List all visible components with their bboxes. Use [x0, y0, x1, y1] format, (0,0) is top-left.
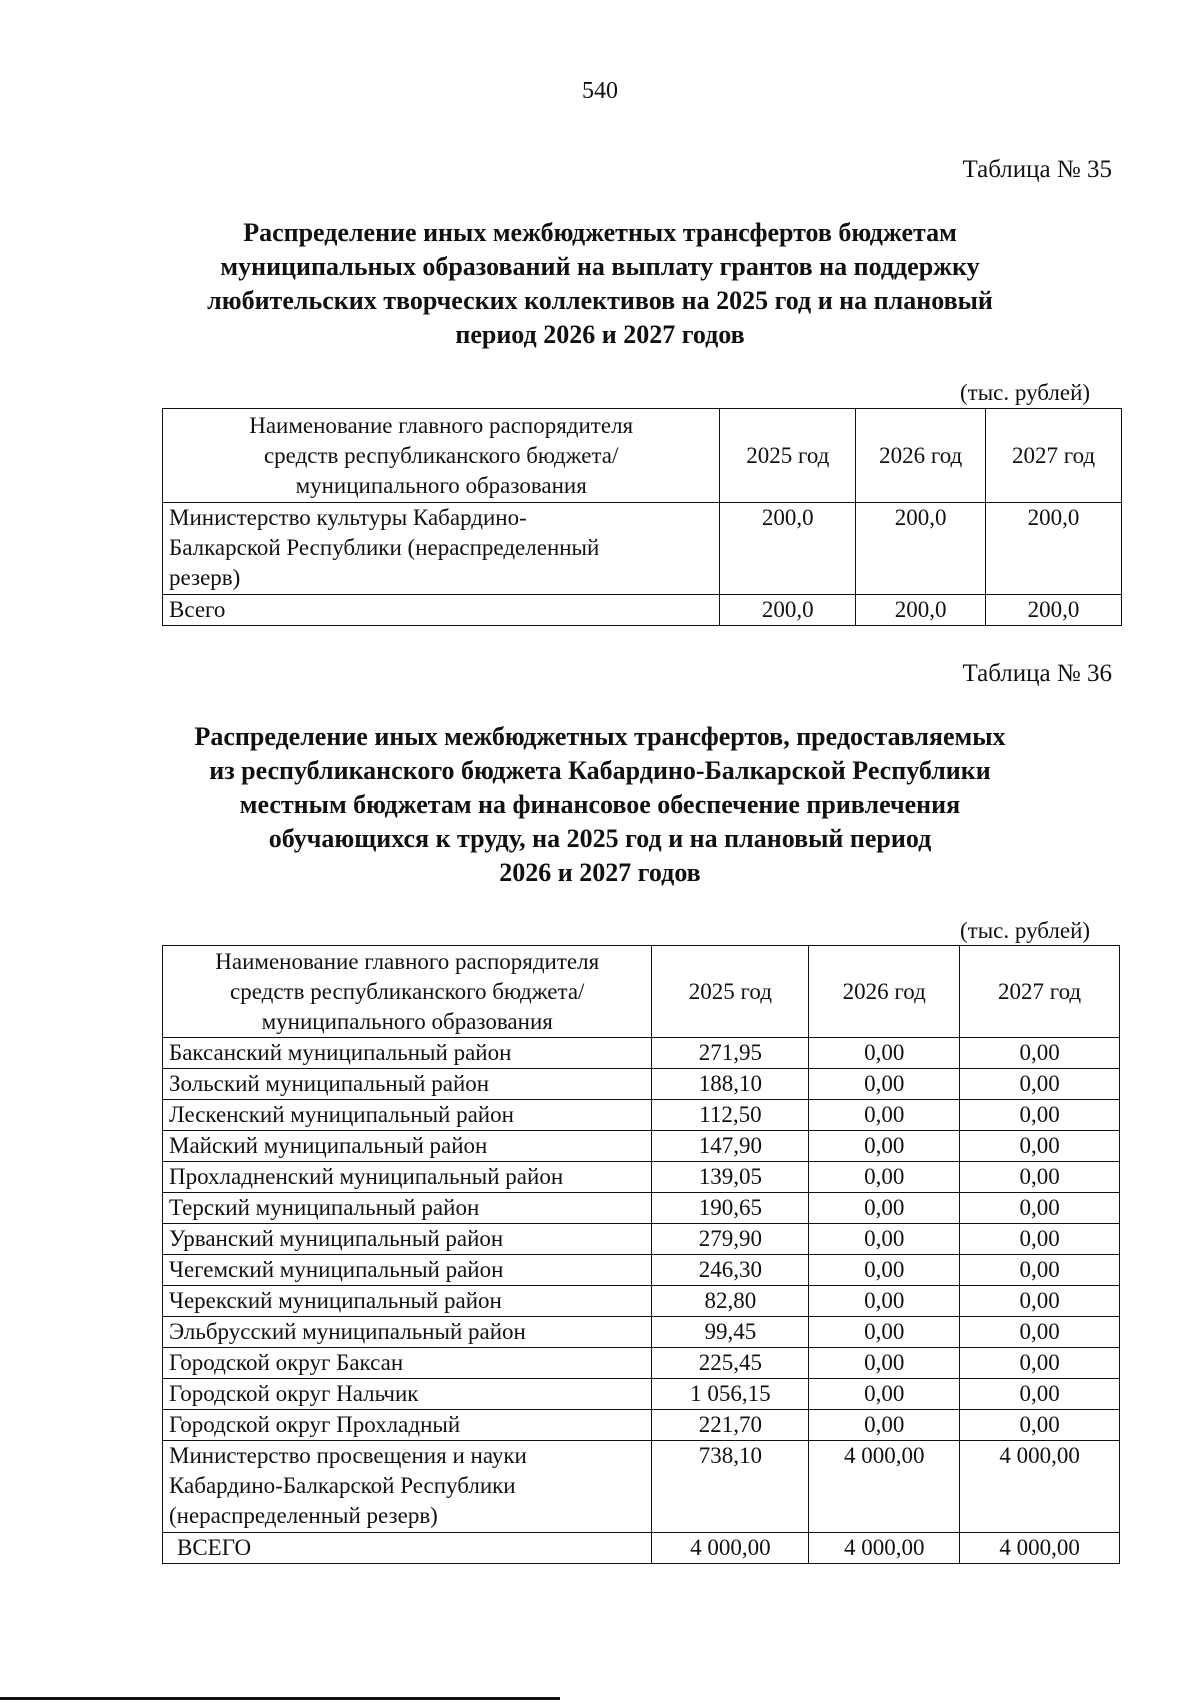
- value-2027: 200,0: [986, 503, 1122, 595]
- row-name: Городской округ Нальчик: [163, 1379, 652, 1410]
- title-line: обучающихся к труду, на 2025 год и на плановый период: [268, 824, 932, 853]
- value-2026: 0,00: [809, 1038, 960, 1069]
- table-row: [163, 1038, 1120, 1069]
- value-2025: 188,10: [652, 1069, 809, 1100]
- table-row: [163, 1286, 1120, 1317]
- row-name: Прохладненский муниципальный район: [163, 1162, 652, 1193]
- value-2025: 221,70: [652, 1410, 809, 1441]
- header-text: муниципального образования: [295, 472, 587, 498]
- table-35-title: [140, 216, 1060, 352]
- table-row: [163, 1348, 1120, 1379]
- total-row: [163, 1533, 1120, 1564]
- title-line: 2026 и 2027 годов: [499, 858, 701, 887]
- value-2025: 112,50: [652, 1100, 809, 1131]
- row-name-text: Балкарской Республики (нераспределенный: [169, 535, 600, 560]
- value-2026: 0,00: [809, 1286, 960, 1317]
- value-2026: 0,00: [809, 1100, 960, 1131]
- value-2027: 0,00: [960, 1317, 1120, 1348]
- value-2027: 0,00: [960, 1379, 1120, 1410]
- value-2025: 200,0: [720, 503, 856, 595]
- header-2025: 2025 год: [720, 409, 856, 503]
- header-text: средств республиканского бюджета/: [230, 978, 585, 1004]
- value-2027: 0,00: [960, 1224, 1120, 1255]
- row-name: Баксанский муниципальный район: [163, 1038, 652, 1069]
- row-name: Зольский муниципальный район: [163, 1069, 652, 1100]
- row-name: Городской округ Прохладный: [163, 1410, 652, 1441]
- table-row: [163, 1379, 1120, 1410]
- value-2025: 271,95: [652, 1038, 809, 1069]
- value-2025: 1 056,15: [652, 1379, 809, 1410]
- table-36-title: [140, 720, 1060, 890]
- header-name-cell: [163, 409, 720, 503]
- title-line: из республиканского бюджета Кабардино-Балкарской Республики: [209, 756, 991, 785]
- total-2025: 200,0: [720, 595, 856, 626]
- value-2025: 246,30: [652, 1255, 809, 1286]
- title-line: Распределение иных межбюджетных трансфертов, предоставляемых: [194, 722, 1006, 751]
- header-2025: 2025 год: [652, 946, 809, 1038]
- total-2026: 200,0: [856, 595, 986, 626]
- row-name-text: Министерство культуры Кабардино-: [169, 505, 527, 530]
- value-2026: 0,00: [809, 1379, 960, 1410]
- value-2026: 0,00: [809, 1255, 960, 1286]
- row-name: Городской округ Баксан: [163, 1348, 652, 1379]
- value-2025: 190,65: [652, 1193, 809, 1224]
- value-2026: 4 000,00: [809, 1441, 960, 1533]
- row-name: Лескенский муниципальный район: [163, 1100, 652, 1131]
- table-row: [163, 1100, 1120, 1131]
- table-36-units: (тыс. рублей): [960, 918, 1091, 943]
- total-label: ВСЕГО: [163, 1533, 652, 1564]
- value-2026: 0,00: [809, 1224, 960, 1255]
- header-text: средств республиканского бюджета/: [263, 442, 619, 468]
- row-name-cell: [163, 1441, 652, 1533]
- value-2026: 0,00: [809, 1162, 960, 1193]
- value-2025: 99,45: [652, 1317, 809, 1348]
- header-2026: 2026 год: [809, 946, 960, 1038]
- table-row: [163, 1441, 1120, 1533]
- table-35-label: Таблица № 35: [962, 156, 1112, 183]
- value-2027: 0,00: [960, 1348, 1120, 1379]
- table-row: [163, 1162, 1120, 1193]
- table-header-row: [163, 946, 1120, 1038]
- row-name-text: Кабардино-Балкарской Республики: [169, 1473, 516, 1498]
- value-2027: 0,00: [960, 1069, 1120, 1100]
- table-row: [163, 1193, 1120, 1224]
- value-2027: 0,00: [960, 1100, 1120, 1131]
- value-2026: 0,00: [809, 1193, 960, 1224]
- header-2026: 2026 год: [856, 409, 986, 503]
- total-2025: 4 000,00: [652, 1533, 809, 1564]
- table-row: [163, 1410, 1120, 1441]
- value-2027: 0,00: [960, 1255, 1120, 1286]
- header-text: муниципального образования: [261, 1008, 553, 1034]
- value-2027: 0,00: [960, 1131, 1120, 1162]
- total-2026: 4 000,00: [809, 1533, 960, 1564]
- value-2025: 279,90: [652, 1224, 809, 1255]
- value-2027: 0,00: [960, 1286, 1120, 1317]
- value-2025: 139,05: [652, 1162, 809, 1193]
- value-2027: 4 000,00: [960, 1441, 1120, 1533]
- title-line: период 2026 и 2027 годов: [455, 320, 745, 349]
- header-name-cell: [163, 946, 652, 1038]
- table-row: [163, 1131, 1120, 1162]
- table-36-label: Таблица № 36: [962, 660, 1112, 687]
- table-row: [163, 1317, 1120, 1348]
- title-line: местным бюджетам на финансовое обеспечение привлечения: [239, 790, 961, 819]
- value-2025: 738,10: [652, 1441, 809, 1533]
- value-2026: 0,00: [809, 1317, 960, 1348]
- row-name: Терский муниципальный район: [163, 1193, 652, 1224]
- page-number: 540: [582, 78, 618, 104]
- row-name: Чегемский муниципальный район: [163, 1255, 652, 1286]
- table-row: [163, 1069, 1120, 1100]
- value-2025: 225,45: [652, 1348, 809, 1379]
- value-2027: 0,00: [960, 1038, 1120, 1069]
- total-2027: 200,0: [986, 595, 1122, 626]
- title-line: муниципальных образований на выплату грантов на поддержку: [220, 252, 980, 281]
- table-row: [163, 1224, 1120, 1255]
- value-2026: 0,00: [809, 1410, 960, 1441]
- value-2026: 0,00: [809, 1069, 960, 1100]
- table-row: [163, 503, 1122, 595]
- table-36: [162, 945, 1120, 1564]
- value-2026: 0,00: [809, 1348, 960, 1379]
- table-row: [163, 1255, 1120, 1286]
- total-2027: 4 000,00: [960, 1533, 1120, 1564]
- row-name: Черекский муниципальный район: [163, 1286, 652, 1317]
- total-label: Всего: [163, 595, 720, 626]
- value-2027: 0,00: [960, 1162, 1120, 1193]
- table-35: [162, 408, 1122, 626]
- page-bottom-rule: [0, 1697, 560, 1700]
- row-name-text: Министерство просвещения и науки: [169, 1443, 527, 1468]
- row-name-text: резерв): [169, 565, 241, 590]
- header-text: Наименование главного распорядителя: [249, 412, 634, 438]
- value-2027: 0,00: [960, 1410, 1120, 1441]
- header-2027: 2027 год: [960, 946, 1120, 1038]
- header-2027: 2027 год: [986, 409, 1122, 503]
- row-name-text: (нераспределенный резерв): [169, 1503, 438, 1528]
- row-name: Майский муниципальный район: [163, 1131, 652, 1162]
- value-2025: 82,80: [652, 1286, 809, 1317]
- title-line: Распределение иных межбюджетных трансфертов бюджетам: [243, 218, 957, 247]
- row-name: Урванский муниципальный район: [163, 1224, 652, 1255]
- header-text: Наименование главного распорядителя: [215, 948, 600, 974]
- total-row: [163, 595, 1122, 626]
- value-2026: 0,00: [809, 1131, 960, 1162]
- row-name: Эльбрусский муниципальный район: [163, 1317, 652, 1348]
- value-2025: 147,90: [652, 1131, 809, 1162]
- value-2026: 200,0: [856, 503, 986, 595]
- value-2027: 0,00: [960, 1193, 1120, 1224]
- table-35-units: (тыс. рублей): [960, 380, 1091, 405]
- row-name-cell: [163, 503, 720, 595]
- table-header-row: [163, 409, 1122, 503]
- title-line: любительских творческих коллективов на 2025 год и на плановый: [207, 286, 993, 315]
